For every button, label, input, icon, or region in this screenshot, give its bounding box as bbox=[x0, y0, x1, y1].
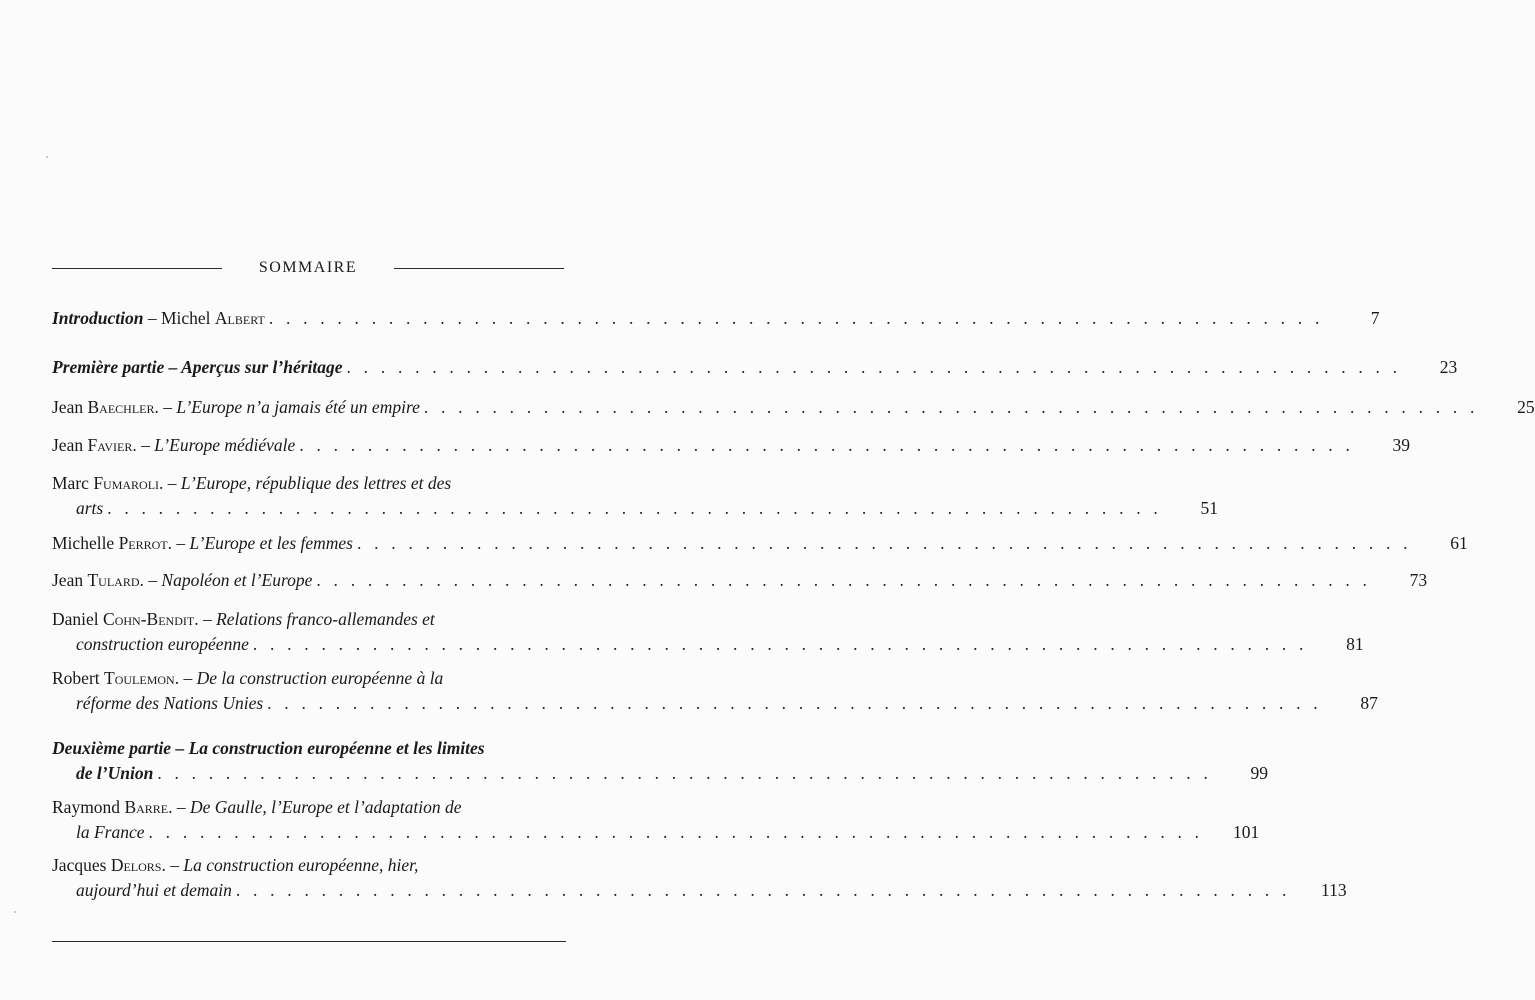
separator: . – bbox=[194, 609, 217, 629]
author-firstname: Jean bbox=[52, 397, 88, 417]
page-number: 101 bbox=[1233, 822, 1260, 842]
leader-dots: . . . . . . . . . . . . . . . . . . . . . . . . . . . . . . . . . . . . . . . . . . . . . . . . . . . . . . . . . . . . . . bbox=[346, 357, 1402, 377]
leader-dots: . . . . . . . . . . . . . . . . . . . . . . . . . . . . . . . . . . . . . . . . . . . . . . . . . . . . . . . . . . . . . . bbox=[235, 880, 1291, 900]
author-firstname: Robert bbox=[52, 668, 105, 688]
chapter-title-continued: la France bbox=[76, 822, 145, 842]
leader-dots: . . . . . . . . . . . . . . . . . . . . . . . . . . . . . . . . . . . . . . . . . . . . . . . . . . . . . . . . . . . . . . bbox=[267, 693, 1322, 713]
page-number: 87 bbox=[1360, 693, 1378, 713]
chapter-title: De Gaulle, l’Europe et l’adaptation de bbox=[190, 797, 462, 817]
paper-speck bbox=[46, 156, 48, 158]
toc-entry bbox=[52, 795, 1260, 845]
page-number: 39 bbox=[1392, 435, 1411, 455]
author-firstname: Daniel bbox=[52, 609, 104, 629]
author-firstname: Jean bbox=[52, 435, 88, 455]
author-surname: Albert bbox=[214, 308, 265, 328]
toc-title: SOMMAIRE bbox=[258, 259, 358, 276]
toc-entry bbox=[52, 433, 1411, 458]
leader-dots: . . . . . . . . . . . . . . . . . . . . . . . . . . . . . . . . . . . . . . . . . . . . . . . . . . . . . . . . . . . . . . bbox=[299, 435, 1355, 455]
toc-entry bbox=[52, 471, 1218, 521]
separator: . – bbox=[168, 797, 190, 817]
author-surname: Favier bbox=[87, 435, 133, 455]
author-surname: Fumaroli bbox=[93, 473, 160, 493]
author-firstname: Michel bbox=[160, 308, 215, 328]
header-rule-right bbox=[394, 268, 564, 269]
page-number: 25 bbox=[1517, 397, 1535, 417]
part-label-continued: de l’Union bbox=[76, 763, 154, 783]
leader-dots: . . . . . . . . . . . . . . . . . . . . . . . . . . . . . . . . . . . . . . . . . . . . . . . . . . . . . . . . . . . . . . bbox=[107, 498, 1162, 518]
page-number: 23 bbox=[1439, 357, 1458, 377]
leader-dots: . . . . . . . . . . . . . . . . . . . . . . . . . . . . . . . . . . . . . . . . . . . . . . . . . . . . . . . . . . . . . . bbox=[157, 763, 1213, 783]
chapter-title-continued: construction européenne bbox=[76, 634, 249, 654]
chapter-title: L’Europe et les femmes bbox=[189, 533, 353, 553]
page-number: 113 bbox=[1320, 880, 1347, 900]
paper-speck bbox=[14, 911, 16, 913]
separator: . – bbox=[159, 473, 181, 493]
separator: – bbox=[143, 308, 161, 328]
author-surname: Barre bbox=[124, 797, 169, 817]
part-label: Première partie – Aperçus sur l’héritage bbox=[52, 357, 343, 377]
page-number: 73 bbox=[1409, 570, 1428, 590]
chapter-title: La construction européenne, hier, bbox=[183, 855, 419, 875]
leader-dots: . . . . . . . . . . . . . . . . . . . . . . . . . . . . . . . . . . . . . . . . . . . . . . . . . . . . . . . . . . . . . . bbox=[423, 397, 1479, 417]
toc-entry-part-2 bbox=[52, 736, 1269, 786]
chapter-title-continued: arts bbox=[76, 498, 104, 518]
author-firstname: Jacques bbox=[52, 855, 111, 875]
chapter-title: L’Europe médiévale bbox=[154, 435, 296, 455]
leader-dots: . . . . . . . . . . . . . . . . . . . . . . . . . . . . . . . . . . . . . . . . . . . . . . . . . . . . . . . . . . . . . . bbox=[316, 570, 1372, 590]
toc-entry-part-1 bbox=[52, 355, 1458, 380]
leader-dots: . . . . . . . . . . . . . . . . . . . . . . . . . . . . . . . . . . . . . . . . . . . . . . . . . . . . . . . . . . . . . . bbox=[252, 634, 1308, 654]
chapter-title: L’Europe, république des lettres et des bbox=[180, 473, 452, 493]
chapter-title-continued: réforme des Nations Unies bbox=[76, 693, 264, 713]
toc-entry bbox=[52, 531, 1468, 556]
page-number: 51 bbox=[1200, 498, 1218, 518]
part-label: Introduction bbox=[52, 308, 144, 328]
author-surname: Perrot bbox=[118, 533, 168, 553]
separator: . – bbox=[154, 397, 177, 417]
author-firstname: Raymond bbox=[52, 797, 125, 817]
author-surname: Baechler bbox=[87, 397, 155, 417]
separator: . – bbox=[174, 668, 197, 688]
toc-entry bbox=[52, 395, 1535, 420]
author-surname: Toulemon bbox=[104, 668, 175, 688]
author-surname: Cohn-Bendit bbox=[103, 609, 195, 629]
page-number: 81 bbox=[1346, 634, 1364, 654]
author-surname: Tulard bbox=[87, 570, 140, 590]
leader-dots: . . . . . . . . . . . . . . . . . . . . . . . . . . . . . . . . . . . . . . . . . . . . . . . . . . . . . . . . . . . . . . bbox=[268, 308, 1324, 328]
toc-entry bbox=[52, 853, 1347, 903]
toc-entry bbox=[52, 568, 1428, 593]
separator: . – bbox=[139, 570, 162, 590]
leader-dots: . . . . . . . . . . . . . . . . . . . . . . . . . . . . . . . . . . . . . . . . . . . . . . . . . . . . . . . . . . . . . . bbox=[148, 822, 1204, 842]
leader-dots: . . . . . . . . . . . . . . . . . . . . . . . . . . . . . . . . . . . . . . . . . . . . . . . . . . . . . . . . . . . . . . bbox=[357, 533, 1412, 553]
chapter-title: Napoléon et l’Europe bbox=[161, 570, 313, 590]
separator: . – bbox=[161, 855, 184, 875]
chapter-title: De la construction européenne à la bbox=[196, 668, 444, 688]
page-number: 99 bbox=[1250, 763, 1269, 783]
toc-header bbox=[52, 258, 564, 278]
toc-entry bbox=[52, 666, 1378, 716]
author-firstname: Michelle bbox=[52, 533, 119, 553]
chapter-title-continued: aujourd’hui et demain bbox=[76, 880, 232, 900]
bottom-rule bbox=[52, 941, 566, 942]
toc-entry bbox=[52, 607, 1364, 657]
page-number: 7 bbox=[1370, 308, 1380, 328]
toc-entry-introduction bbox=[52, 306, 1380, 331]
separator: . – bbox=[167, 533, 190, 553]
author-firstname: Marc bbox=[52, 473, 94, 493]
author-firstname: Jean bbox=[52, 570, 88, 590]
chapter-title: Relations franco-allemandes et bbox=[216, 609, 435, 629]
page-number: 61 bbox=[1450, 533, 1468, 553]
chapter-title: L’Europe n’a jamais été un empire bbox=[176, 397, 420, 417]
separator: . – bbox=[132, 435, 155, 455]
part-label: Deuxième partie – La construction européenne et les limites bbox=[52, 738, 485, 758]
author-surname: Delors bbox=[110, 855, 162, 875]
